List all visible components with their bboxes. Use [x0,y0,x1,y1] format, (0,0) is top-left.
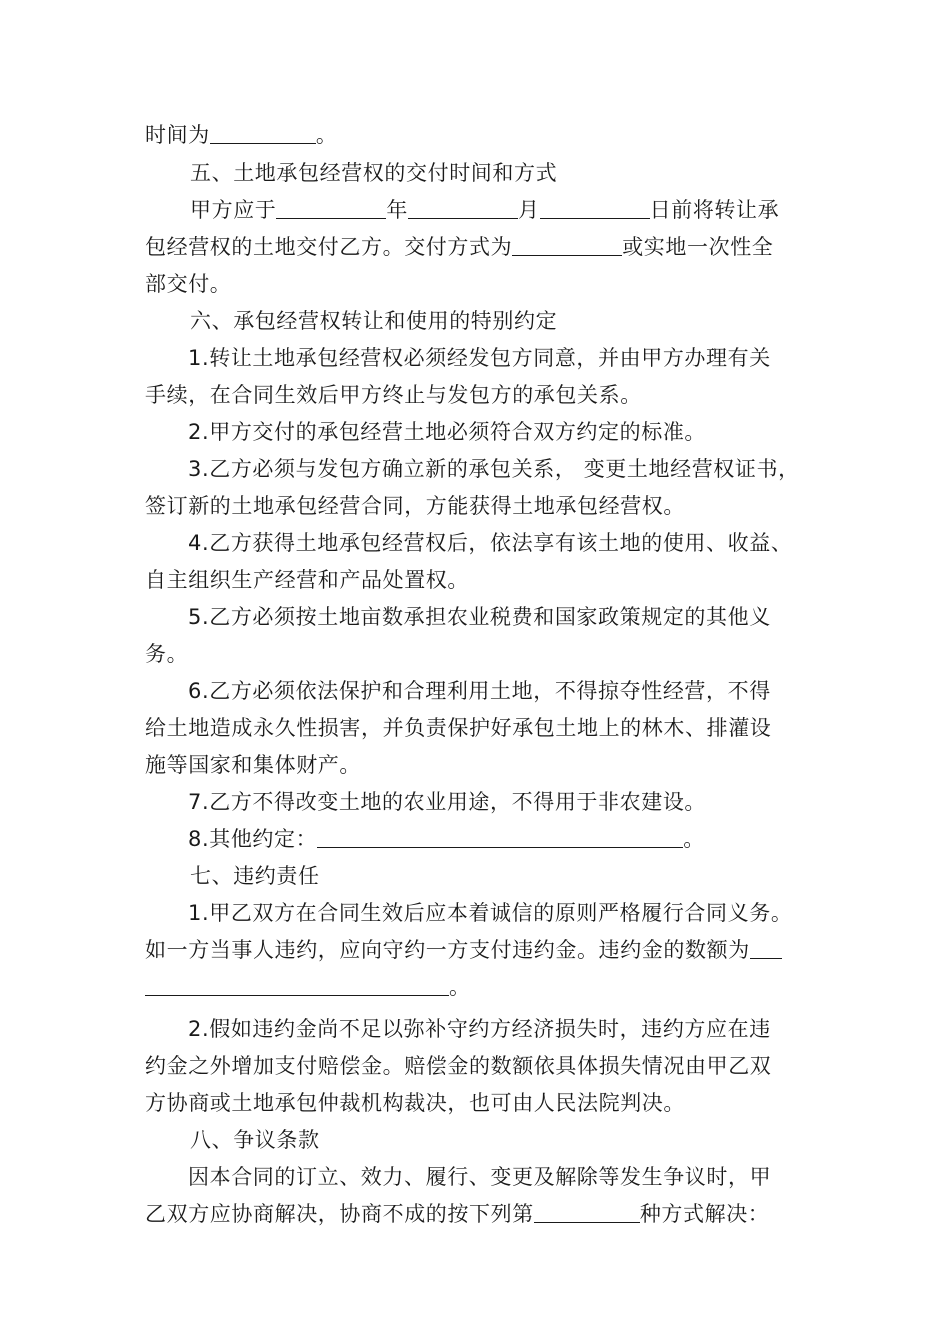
text: 或实地一次性全 [622,235,774,259]
text: 日前将转让承 [649,198,780,222]
blank-field[interactable] [540,196,650,219]
text: 8.其他约定： [188,827,318,851]
text: 甲方应于 [190,198,277,222]
text-line [190,192,825,229]
text-line [145,117,825,154]
text: 乙双方应协商解决，协商不成的按下列第 [145,1202,534,1226]
text-line [145,969,825,1006]
text-line [145,229,825,266]
text-line: 1.甲乙双方在合同生效后应本着诚信的原则严格履行合同义务。 [188,901,793,925]
text-line: 3.乙方必须与发包方确立新的承包关系， 变更土地经营权证书， [188,457,800,481]
text: 种方式解决： [639,1202,770,1226]
text-line: 施等国家和集体财产。 [145,753,361,777]
text-line: 部交付。 [145,272,232,296]
section-heading: 六、承包经营权转让和使用的特别约定 [190,309,558,333]
blank-field[interactable] [145,973,449,996]
text: 。 [449,975,471,999]
text: 如一方当事人违约，应向守约一方支付违约金。违约金的数额为 [145,938,750,962]
text: 。 [683,827,705,851]
text: 月 [518,198,540,222]
blank-field[interactable] [750,936,782,959]
text-line: 2.甲方交付的承包经营土地必须符合双方约定的标准。 [188,420,707,444]
text-line [188,821,825,858]
blank-field[interactable] [512,233,622,256]
text-line: 因本合同的订立、效力、履行、变更及解除等发生争议时，甲 [188,1165,772,1189]
section-heading: 七、违约责任 [190,864,320,888]
text-line: 方协商或土地承包仲裁机构裁决，也可由人民法院判决。 [145,1091,685,1115]
text-line: 手续，在合同生效后甲方终止与发包方的承包关系。 [145,383,642,407]
text-line [145,1196,825,1233]
text-line: 4.乙方获得土地承包经营权后，依法享有该土地的使用、收益、 [188,531,793,555]
blank-field[interactable] [276,196,386,219]
blank-field[interactable] [210,121,316,144]
text-line: 务。 [145,642,189,666]
text: 时间为 [145,123,210,147]
text-line: 6.乙方必须依法保护和合理利用土地，不得掠夺性经营，不得 [188,679,771,703]
text-line: 给土地造成永久性损害，并负责保护好承包土地上的林木、排灌设 [145,716,772,740]
text: 年 [386,198,409,222]
text-line [145,932,825,969]
blank-field[interactable] [534,1200,640,1223]
blank-field[interactable] [408,196,518,219]
text-line: 2.假如违约金尚不足以弥补守约方经济损失时，违约方应在违 [188,1017,771,1041]
text-line: 7.乙方不得改变土地的农业用途，不得用于非农建设。 [188,790,707,814]
text-line: 签订新的土地承包经营合同，方能获得土地承包经营权。 [145,494,685,518]
text: 包经营权的土地交付乙方。交付方式为 [145,235,513,259]
text: 。 [315,123,338,147]
blank-field[interactable] [317,825,683,848]
section-heading: 五、土地承包经营权的交付时间和方式 [190,161,558,185]
text-line: 5.乙方必须按土地亩数承担农业税费和国家政策规定的其他义 [188,605,771,629]
text-line: 1.转让土地承包经营权必须经发包方同意，并由甲方办理有关 [188,346,771,370]
text-line: 约金之外增加支付赔偿金。赔偿金的数额依具体损失情况由甲乙双 [145,1054,772,1078]
text-line: 自主组织生产经营和产品处置权。 [145,568,469,592]
section-heading: 八、争议条款 [190,1128,320,1152]
